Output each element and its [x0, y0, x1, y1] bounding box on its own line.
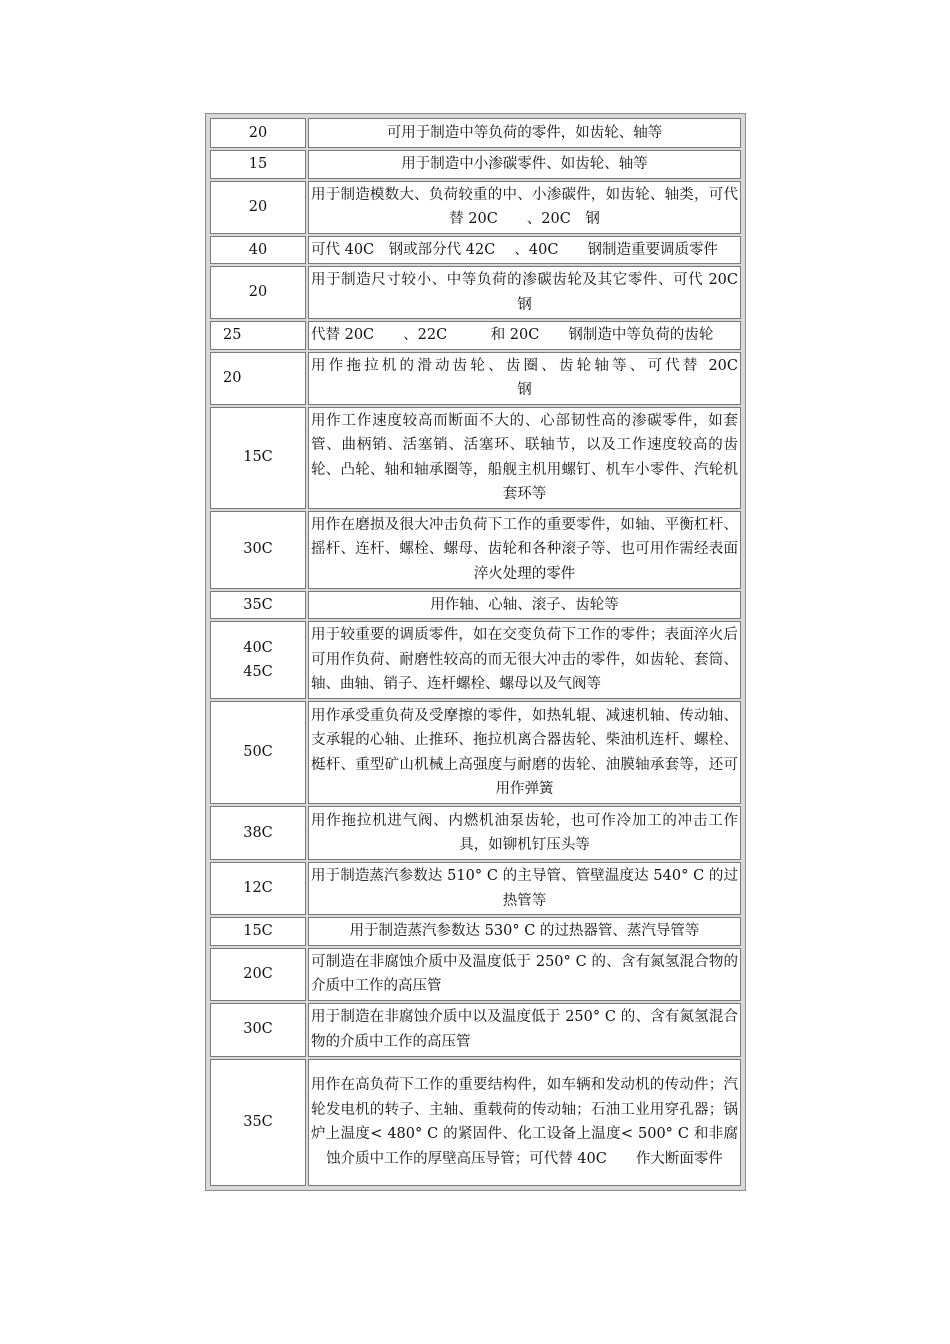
table-row	[210, 591, 741, 620]
grade-value: 25	[223, 327, 242, 343]
table-row	[210, 701, 741, 804]
table-row	[210, 352, 741, 405]
grade-cell	[210, 150, 306, 179]
usage-cell: 用于制造在非腐蚀介质中以及温度低于 250° C 的、含有氮氢混合物的介质中工作的高压管	[308, 1003, 741, 1057]
usage-cell: 用作承受重负荷及受摩擦的零件，如热轧辊、减速机轴、传动轴、支承辊的心轴、止推环、拖拉机离合器齿轮、柴油机连杆、螺栓、梃杆、重型矿山机械上高强度与耐磨的齿轮、油膜轴承套等，还可用作弹簧	[308, 701, 741, 804]
grade-cell	[210, 1059, 306, 1186]
usage-cell: 可代 40C 钢或部分代 42C 、40C 钢制造重要调质零件	[308, 236, 741, 265]
grade-value: 40	[248, 241, 268, 258]
grade-value: 12C	[243, 880, 273, 897]
usage-cell: 用于制造尺寸较小、中等负荷的渗碳齿轮及其它零件、可代 20C 钢	[308, 266, 741, 319]
usage-cell: 用作工作速度较高而断面不大的、心部韧性高的渗碳零件，如套管、曲柄销、活塞销、活塞环、联轴节，以及工作速度较高的齿轮、凸轮、轴和轴承圈等，船舰主机用螺钉、机车小零件、汽轮机套环等	[308, 407, 741, 509]
table-row	[210, 1003, 741, 1057]
usage-cell: 可制造在非腐蚀介质中及温度低于 250° C 的、含有氮氢混合物的介质中工作的高压管	[308, 948, 741, 1001]
grade-value: 20	[248, 198, 268, 215]
usage-cell: 用于制造蒸汽参数达 510° C 的主导管、管壁温度达 540° C 的过热管等	[308, 862, 741, 915]
grade-value: 15	[248, 156, 268, 172]
table-row	[210, 917, 741, 946]
table-row	[210, 806, 741, 860]
usage-cell: 用作拖拉机的滑动齿轮、齿圈、齿轮轴等、可代替 20C 钢	[308, 352, 741, 405]
grade-value: 20	[223, 369, 242, 386]
grade-value: 15C	[243, 449, 273, 466]
grade-cell	[210, 948, 306, 1001]
table-row	[210, 407, 741, 509]
grade-value: 35C	[243, 596, 273, 613]
usage-cell: 用于较重要的调质零件，如在交变负荷下工作的零件；表面淬火后可用作负荷、耐磨性较高的而无很大冲击的零件，如齿轮、套筒、轴、曲轴、销子、连杆螺栓、螺母以及气阀等	[308, 621, 741, 699]
grade-cell	[210, 352, 306, 405]
grade-cell	[210, 236, 306, 265]
usage-cell: 用作轴、心轴、滚子、齿轮等	[308, 591, 741, 620]
usage-cell: 用作拖拉机进气阀、内燃机油泵齿轮，也可作冷加工的冲击工作具，如铆机钉压头等	[308, 806, 741, 860]
usage-cell: 用于制造中小渗碳零件、如齿轮、轴等	[308, 150, 741, 179]
grade-value: 20C	[243, 965, 273, 982]
grade-cell	[210, 1003, 306, 1057]
usage-cell: 代替 20C 、22C 和 20C 钢制造中等负荷的齿轮	[308, 321, 741, 350]
grade-cell	[210, 266, 306, 319]
grade-cell	[210, 511, 306, 589]
grade-cell	[210, 407, 306, 509]
grade-cell	[210, 321, 306, 350]
grade-value: 35C	[243, 1113, 273, 1130]
grade-value: 15C	[243, 923, 273, 939]
grade-value: 20	[248, 284, 268, 301]
table-row	[210, 236, 741, 265]
grade-cell	[210, 806, 306, 860]
grade-value: 30C	[243, 1021, 273, 1038]
table	[208, 116, 811, 1188]
grade-value: 30C	[243, 541, 273, 558]
table-row	[210, 511, 741, 589]
grade-cell	[210, 862, 306, 915]
table-row	[210, 321, 741, 350]
grade-value: 45C	[243, 664, 273, 680]
table-row	[210, 150, 741, 179]
grade-value: 40C	[243, 639, 273, 656]
usage-cell: 可用于制造中等负荷的零件，如齿轮、轴等	[308, 118, 741, 148]
grade-cell	[210, 118, 306, 148]
table-row	[210, 948, 741, 1001]
grade-value: 20	[248, 124, 268, 141]
grade-cell	[210, 701, 306, 804]
table-row	[210, 862, 741, 915]
grade-cell	[210, 591, 306, 620]
usage-cell: 用于制造蒸汽参数达 530° C 的过热器管、蒸汽导管等	[308, 917, 741, 946]
table-row	[210, 266, 741, 319]
usage-cell: 用作在高负荷下工作的重要结构件，如车辆和发动机的传动件；汽轮发电机的转子、主轴、重载荷的传动轴；石油工业用穿孔器；锅炉上温度< 480° C 的紧固件、化工设备上温度< 500° C 和非腐蚀介质中工作的厚壁高压导管；可代替 40C 作大断面零件	[308, 1059, 741, 1186]
usage-cell: 用作在磨损及很大冲击负荷下工作的重要零件，如轴、平衡杠杆、摇杆、连杆、螺栓、螺母、齿轮和各种滚子等、也可用作需经表面淬火处理的零件	[308, 511, 741, 589]
table-row	[210, 118, 741, 148]
usage-cell: 用于制造模数大、负荷较重的中、小渗碳件，如齿轮、轴类，可代替 20C 、20C 钢	[308, 181, 741, 234]
table-row	[210, 181, 741, 234]
steel-grade-usage-table	[205, 113, 811, 1191]
grade-cell	[210, 917, 306, 946]
grade-cell	[210, 181, 306, 234]
grade-value: 50C	[243, 744, 273, 761]
table-row	[210, 621, 741, 699]
grade-value: 38C	[243, 824, 273, 841]
grade-cell	[210, 621, 306, 699]
table-row	[210, 1059, 741, 1186]
